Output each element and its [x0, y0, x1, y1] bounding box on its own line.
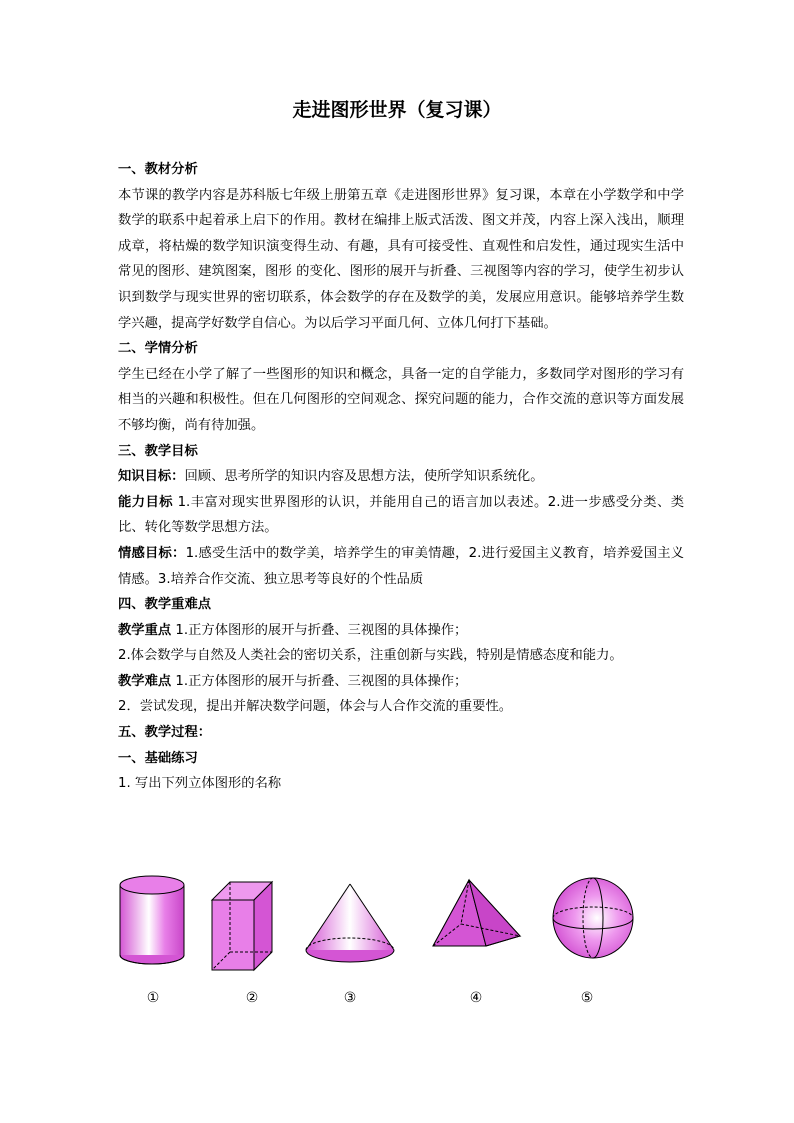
goal-emotion-text: 1.感受生活中的数学美，培养学生的审美情趣，2.进行爱国主义教育，培养爱国主义情感。3.培养合作交流、独立思考等良好的个性品质 — [118, 545, 685, 587]
keypoint-difficulty — [118, 669, 684, 695]
section-heading-goals: 三、教学目标 — [118, 443, 198, 459]
keypoint-focus — [118, 618, 684, 644]
keypoint-focus-label: 教学重点 — [118, 622, 172, 638]
pyramid-figure — [433, 880, 520, 946]
figure-label-1: ① — [146, 990, 160, 1006]
figure-label-3: ③ — [343, 990, 357, 1006]
keypoint-focus-2: 2.体会数学与自然及人类社会的密切关系，注重创新与实践，特别是情感态度和能力。 — [118, 648, 623, 664]
section-heading-keypoints: 四、教学重难点 — [118, 597, 212, 613]
figure-label-2: ② — [245, 990, 259, 1006]
cuboid-figure — [212, 882, 272, 970]
goal-knowledge-text: 回顾、思考所学的知识内容及思想方法，使所学知识系统化。 — [184, 469, 544, 485]
goal-emotion — [118, 541, 684, 592]
figure-label-4: ④ — [469, 990, 483, 1006]
goal-emotion-label: 情感目标： — [118, 545, 186, 561]
section-body-analysis: 本节课的教学内容是苏科版七年级上册第五章《走进图形世界》复习课，本章在小学数学和中学数学的联系中起着承上启下的作用。教材在编排上版式活泼、图文并茂，内容上深入浅出，顺理成章，将枯燥的数学知识演变得生动、有趣，具有可接受性、直观性和启发性，通过现实生活中常见的图形、建筑图案，图形 的变化、图形的展开与折叠、三视图等内容的学习，使学生初步认识到数学与现实世界的密切联系，体会数学的存在及数学的美，发展应用意识。能够培养学生数学兴趣，提高学好数学自信心。为以后学习平面几何、立体几何打下基础。 — [118, 187, 684, 331]
keypoint-focus-text: 1.正方体图形的展开与折叠、三视图的具体操作； — [171, 622, 468, 638]
document-body — [118, 157, 684, 797]
section-body-student: 学生已经在小学了解了一些图形的知识和概念，具备一定的自学能力，多数同学对图形的学习有相当的兴趣和积极性。但在几何图形的空间观念、探究问题的能力，合作交流的意识等方面发展不够均衡，尚有待加强。 — [118, 366, 684, 433]
keypoint-difficulty-text: 1.正方体图形的展开与折叠、三视图的具体操作； — [171, 673, 468, 689]
section-heading-analysis: 一、教材分析 — [118, 162, 198, 177]
section-heading-process: 五、教学过程： — [118, 725, 212, 741]
section-heading-student: 二、学情分析 — [118, 341, 198, 357]
section-heading-practice: 一、基础练习 — [118, 750, 198, 766]
page-title: 走进图形世界（复习课） — [292, 99, 502, 121]
goal-knowledge-label: 知识目标： — [118, 469, 185, 485]
cylinder-figure — [120, 876, 184, 964]
goal-ability-label: 能力目标 — [118, 494, 173, 510]
goal-ability — [118, 490, 684, 541]
sphere-figure — [553, 878, 633, 958]
keypoint-difficulty-label: 教学难点 — [118, 673, 172, 689]
goal-ability-text: 1.丰富对现实世界图形的认识，并能用自己的语言加以表述。2.进一步感受分类、类比、转化等数学思想方法。 — [118, 494, 685, 536]
question-1: 1. 写出下列立体图形的名称 — [118, 776, 282, 792]
keypoint-difficulty-2: 2．尝试发现，提出并解决数学问题，体会与人合作交流的重要性。 — [118, 699, 513, 715]
goal-knowledge — [118, 464, 684, 490]
solid-figures — [0, 870, 794, 1030]
figure-label-5: ⑤ — [580, 990, 594, 1006]
cone-figure — [306, 884, 394, 962]
